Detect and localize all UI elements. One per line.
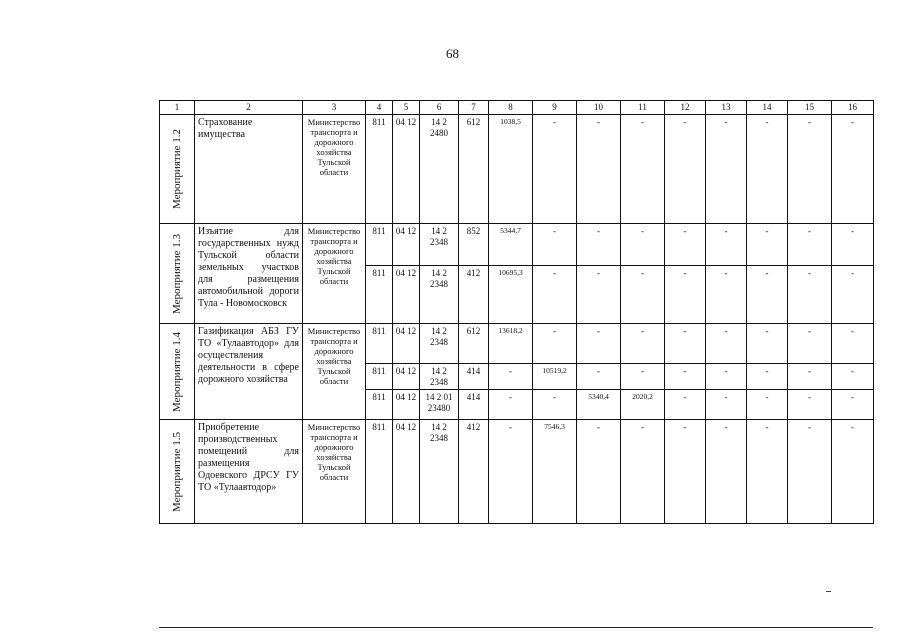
table-row <box>160 224 874 266</box>
col-number: 8 <box>489 101 533 115</box>
cell: 04 12 <box>393 364 420 390</box>
scan-mark <box>826 591 831 592</box>
col-number: 5 <box>393 101 420 115</box>
cell: - <box>533 324 577 364</box>
cell: - <box>788 324 832 364</box>
cell: - <box>533 115 577 224</box>
cell: 14 2 2348 <box>420 364 459 390</box>
cell: - <box>577 115 621 224</box>
cell: - <box>577 324 621 364</box>
cell: 13618,2 <box>489 324 533 364</box>
cell: 10519,2 <box>533 364 577 390</box>
cell: 14 2 2348 <box>420 420 459 524</box>
cell: - <box>747 420 788 524</box>
col-number: 15 <box>788 101 832 115</box>
cell: 04 12 <box>393 390 420 420</box>
table-row <box>160 324 874 364</box>
cell: - <box>533 224 577 266</box>
cell: - <box>577 224 621 266</box>
cell: - <box>533 390 577 420</box>
cell: - <box>665 324 706 364</box>
col-number: 9 <box>533 101 577 115</box>
cell: - <box>665 224 706 266</box>
measure-label: Мероприятие 1.4 <box>170 331 183 412</box>
cell: - <box>533 266 577 324</box>
cell: 414 <box>459 364 489 390</box>
cell: - <box>747 266 788 324</box>
cell: - <box>747 390 788 420</box>
col-number: 6 <box>420 101 459 115</box>
cell: 412 <box>459 420 489 524</box>
measure-name: Изъятие для государственных нужд Тульской области земельных участков для размещения автомобильной дороги Тула - Новомосковск <box>195 224 303 324</box>
cell: - <box>621 324 665 364</box>
cell: - <box>832 390 874 420</box>
cell: - <box>621 364 665 390</box>
cell: - <box>665 364 706 390</box>
cell: 5344,7 <box>489 224 533 266</box>
cell: - <box>665 390 706 420</box>
measure-name: Приобретение производственных помещений для размещения Одоевского ДРСУ ГУ ТО «Тулаавтодор» <box>195 420 303 524</box>
cell: 1038,5 <box>489 115 533 224</box>
cell: - <box>832 420 874 524</box>
col-number: 11 <box>621 101 665 115</box>
cell: - <box>747 115 788 224</box>
cell: - <box>489 364 533 390</box>
column-number-row <box>160 101 874 115</box>
cell: 811 <box>366 324 393 364</box>
measure-label-cell <box>160 324 195 420</box>
col-number: 3 <box>303 101 366 115</box>
cell: 04 12 <box>393 324 420 364</box>
col-number: 14 <box>747 101 788 115</box>
cell: 414 <box>459 390 489 420</box>
cell: 811 <box>366 266 393 324</box>
cell: - <box>665 420 706 524</box>
cell: 10695,3 <box>489 266 533 324</box>
budget-table <box>159 100 874 524</box>
col-number: 13 <box>706 101 747 115</box>
cell: 811 <box>366 420 393 524</box>
cell: 04 12 <box>393 115 420 224</box>
cell: - <box>706 115 747 224</box>
cell: - <box>489 390 533 420</box>
measure-label: Мероприятие 1.2 <box>170 129 183 209</box>
cell: - <box>788 266 832 324</box>
col-number: 2 <box>195 101 303 115</box>
executor: Министерство транспорта и дорожного хозяйства Тульской области <box>303 324 366 420</box>
cell: - <box>706 420 747 524</box>
cell: - <box>621 115 665 224</box>
cell: 2020,2 <box>621 390 665 420</box>
cell: - <box>706 364 747 390</box>
executor: Министерство транспорта и дорожного хозяйства Тульской области <box>303 115 366 224</box>
executor: Министерство транспорта и дорожного хозяйства Тульской области <box>303 420 366 524</box>
cell: 04 12 <box>393 420 420 524</box>
cell: - <box>621 224 665 266</box>
cell: - <box>832 364 874 390</box>
measure-label: Мероприятие 1.5 <box>170 431 183 512</box>
cell: - <box>788 224 832 266</box>
cell: 852 <box>459 224 489 266</box>
cell: - <box>832 324 874 364</box>
cell: 14 2 2480 <box>420 115 459 224</box>
cell: 7546,3 <box>533 420 577 524</box>
executor: Министерство транспорта и дорожного хозяйства Тульской области <box>303 224 366 324</box>
cell: - <box>706 224 747 266</box>
cell: - <box>577 364 621 390</box>
cell: - <box>489 420 533 524</box>
cell: - <box>747 364 788 390</box>
measure-name: Газификация АБЗ ГУ ТО «Тулаавтодор» для осуществления деятельности в сфере дорожного хозяйства <box>195 324 303 420</box>
cell: - <box>665 266 706 324</box>
table-row <box>160 115 874 224</box>
cell: - <box>621 266 665 324</box>
measure-label: Мероприятие 1.3 <box>170 233 183 314</box>
cell: 612 <box>459 115 489 224</box>
cell: - <box>706 390 747 420</box>
col-number: 4 <box>366 101 393 115</box>
cell: - <box>788 390 832 420</box>
cell: - <box>706 266 747 324</box>
col-number: 12 <box>665 101 706 115</box>
cell: - <box>621 420 665 524</box>
page-number: 68 <box>446 46 459 61</box>
col-number: 10 <box>577 101 621 115</box>
cell: 04 12 <box>393 224 420 266</box>
footer-rule <box>159 627 873 628</box>
cell: - <box>832 224 874 266</box>
cell: - <box>788 420 832 524</box>
measure-label-cell <box>160 224 195 324</box>
col-number: 7 <box>459 101 489 115</box>
cell: 14 2 2348 <box>420 224 459 266</box>
cell: 04 12 <box>393 266 420 324</box>
cell: - <box>665 115 706 224</box>
cell: - <box>706 324 747 364</box>
measure-label-cell <box>160 420 195 524</box>
cell: - <box>747 324 788 364</box>
cell: - <box>577 420 621 524</box>
table-row <box>160 420 874 524</box>
cell: 612 <box>459 324 489 364</box>
cell: 811 <box>366 115 393 224</box>
measure-label-cell <box>160 115 195 224</box>
cell: 811 <box>366 224 393 266</box>
cell: 5340,4 <box>577 390 621 420</box>
col-number: 16 <box>832 101 874 115</box>
cell: 14 2 2348 <box>420 266 459 324</box>
cell: - <box>577 266 621 324</box>
cell: - <box>832 266 874 324</box>
col-number: 1 <box>160 101 195 115</box>
cell: 811 <box>366 364 393 390</box>
cell: - <box>747 224 788 266</box>
cell: 412 <box>459 266 489 324</box>
cell: 14 2 01 23480 <box>420 390 459 420</box>
cell: - <box>788 364 832 390</box>
cell: 14 2 2348 <box>420 324 459 364</box>
measure-name: Страхование имущества <box>195 115 303 224</box>
cell: - <box>788 115 832 224</box>
cell: - <box>832 115 874 224</box>
cell: 811 <box>366 390 393 420</box>
